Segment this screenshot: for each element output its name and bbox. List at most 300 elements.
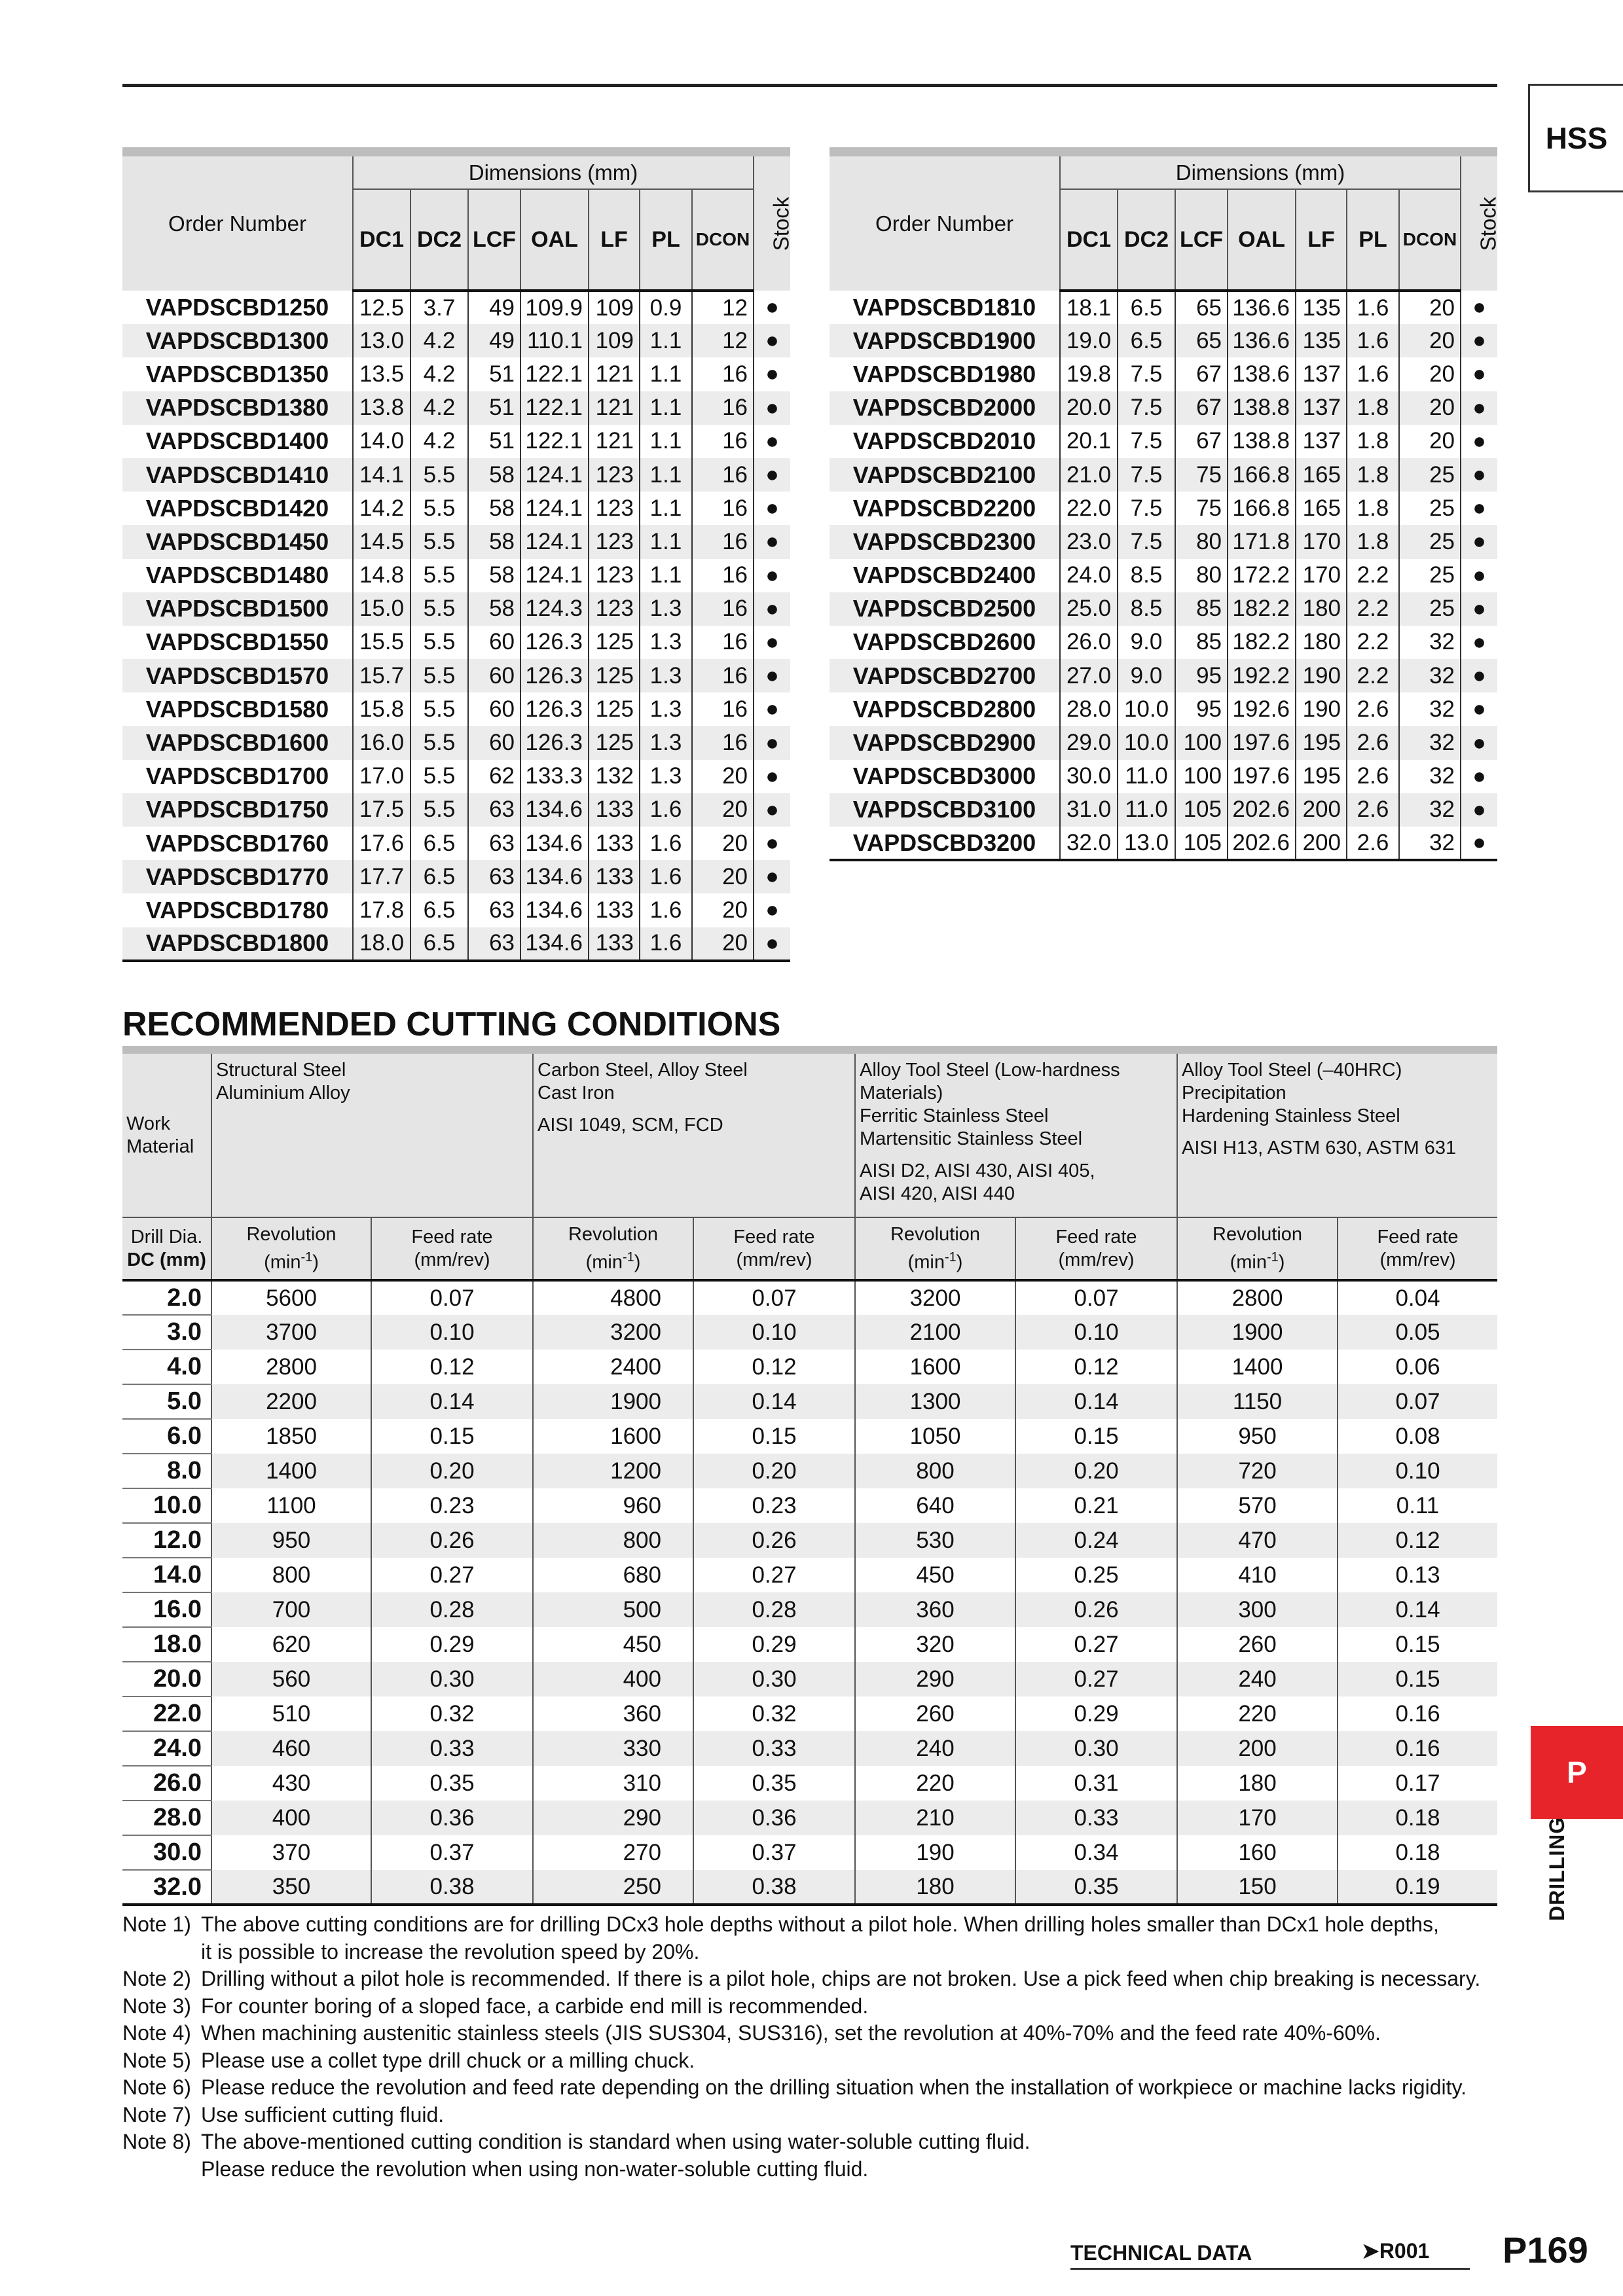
dim-cell: 180 <box>1296 626 1347 659</box>
dim-cell: 138.6 <box>1228 357 1296 391</box>
table-row <box>122 1488 1497 1523</box>
order-number-header: Order Number <box>122 152 353 291</box>
stock-indicator: ● <box>1461 726 1497 759</box>
dim-cell: 63 <box>468 927 520 961</box>
note-text: it is possible to increase the revolution speed by 20%. <box>201 1939 700 1964</box>
dim-cell: 7.5 <box>1118 458 1175 492</box>
dim-cell: 25 <box>1399 592 1461 626</box>
note-line <box>122 2074 1510 2102</box>
table-row <box>122 1315 1497 1350</box>
dim-cell: 121 <box>589 391 640 425</box>
stock-indicator: ● <box>1461 692 1497 726</box>
note-line <box>122 1993 1510 2020</box>
column-header-pl: PL <box>640 189 692 291</box>
dim-cell: 5.5 <box>410 592 468 626</box>
feed-rate-cell: 0.10 <box>1338 1454 1497 1488</box>
feed-rate-cell: 0.27 <box>693 1558 855 1592</box>
dim-cell: 133.3 <box>520 760 589 793</box>
drill-diameter-cell: 26.0 <box>122 1766 211 1801</box>
order-number-cell: VAPDSCBD1410 <box>122 458 353 492</box>
table-row <box>122 391 790 425</box>
dim-cell: 7.5 <box>1118 391 1175 425</box>
feed-rate-cell: 0.29 <box>1015 1696 1177 1731</box>
dim-cell: 2.6 <box>1347 692 1399 726</box>
table-row <box>830 525 1497 558</box>
stock-indicator: ● <box>1461 559 1497 592</box>
column-header-lcf: LCF <box>468 189 520 291</box>
revolution-cell: 370 <box>211 1835 371 1870</box>
dim-cell: 32 <box>1399 760 1461 793</box>
revolution-cell: 530 <box>855 1523 1015 1558</box>
stock-indicator: ● <box>754 860 790 893</box>
dim-cell: 13.0 <box>1118 827 1175 860</box>
revolution-cell: 680 <box>533 1558 693 1592</box>
stock-indicator: ● <box>1461 492 1497 525</box>
order-number-header: Order Number <box>830 152 1060 291</box>
revolution-cell: 240 <box>1177 1662 1338 1696</box>
note-label: Note 3) <box>122 1994 191 2018</box>
dim-cell: 126.3 <box>520 692 589 726</box>
feed-rate-cell: 0.20 <box>693 1454 855 1488</box>
stock-indicator: ● <box>754 626 790 659</box>
dim-cell: 1.8 <box>1347 425 1399 458</box>
section-title: RECOMMENDED CUTTING CONDITIONS <box>122 1005 781 1043</box>
dim-cell: 60 <box>468 692 520 726</box>
order-number-cell: VAPDSCBD3000 <box>852 762 1036 790</box>
revolution-header: Revolution $(\min^{-1})$ <box>211 1217 371 1280</box>
dim-cell: 2.6 <box>1347 760 1399 793</box>
table-row <box>122 1731 1497 1766</box>
dim-cell: 51 <box>468 391 520 425</box>
revolution-cell: 2100 <box>855 1315 1015 1350</box>
dim-cell: 1.6 <box>640 927 692 961</box>
dim-cell: 80 <box>1175 559 1228 592</box>
revolution-cell: 560 <box>211 1662 371 1696</box>
dim-cell: 5.5 <box>410 525 468 558</box>
revolution-cell: 290 <box>855 1662 1015 1696</box>
footer-reference-link[interactable]: ➤R001 <box>1362 2239 1430 2263</box>
feed-rate-cell: 0.11 <box>1338 1488 1497 1523</box>
order-number-cell: VAPDSCBD1780 <box>145 896 329 924</box>
column-header-oal: OAL <box>1228 189 1296 291</box>
revolution-cell: 190 <box>855 1835 1015 1870</box>
dim-cell: 23.0 <box>1060 525 1118 558</box>
dim-cell: 133 <box>589 893 640 927</box>
table-row <box>122 458 790 492</box>
dim-cell: 2.6 <box>1347 793 1399 827</box>
dim-cell: 1.1 <box>640 425 692 458</box>
feed-rate-cell: 0.16 <box>1338 1696 1497 1731</box>
revolution-cell: 410 <box>1177 1558 1338 1592</box>
note-line <box>122 2156 1510 2183</box>
stock-indicator: ● <box>754 659 790 692</box>
revolution-cell: 290 <box>533 1801 693 1835</box>
dim-cell: 138.8 <box>1228 391 1296 425</box>
feed-rate-cell: 0.14 <box>371 1384 533 1419</box>
dim-cell: 2.2 <box>1347 592 1399 626</box>
dim-cell: 14.5 <box>353 525 410 558</box>
dim-cell: 20 <box>692 827 754 860</box>
table-row <box>122 760 790 793</box>
dim-cell: 25.0 <box>1060 592 1118 626</box>
dim-cell: 166.8 <box>1228 492 1296 525</box>
revolution-cell: 200 <box>1177 1731 1338 1766</box>
revolution-cell: 1600 <box>533 1419 693 1454</box>
dim-cell: 134.6 <box>520 893 589 927</box>
stock-indicator: ● <box>754 492 790 525</box>
revolution-cell: 250 <box>533 1870 693 1905</box>
order-number-cell: VAPDSCBD1500 <box>122 592 353 626</box>
dim-cell: 137 <box>1296 425 1347 458</box>
table-row <box>122 726 790 759</box>
dim-cell: 20 <box>692 893 754 927</box>
order-number-cell: VAPDSCBD1760 <box>145 829 329 857</box>
stock-indicator: ● <box>1461 324 1497 357</box>
stock-indicator: ● <box>1461 760 1497 793</box>
revolution-cell: 1900 <box>1177 1315 1338 1350</box>
dim-cell: 134.6 <box>520 793 589 827</box>
feed-rate-cell: 0.20 <box>1015 1454 1177 1488</box>
dim-cell: 85 <box>1175 626 1228 659</box>
drill-diameter-cell: 18.0 <box>122 1627 211 1662</box>
dim-cell: 32 <box>1399 793 1461 827</box>
column-header-dcon: DCON <box>1399 189 1461 291</box>
table-row <box>122 291 790 324</box>
feed-rate-cell: 0.27 <box>1015 1627 1177 1662</box>
revolution-cell: 220 <box>1177 1696 1338 1731</box>
notes <box>122 1911 1510 2183</box>
table-row <box>830 659 1497 692</box>
feed-rate-header: Feed rate (mm/rev) <box>371 1217 533 1280</box>
dim-cell: 30.0 <box>1060 760 1118 793</box>
dim-cell: 1.3 <box>640 626 692 659</box>
dim-cell: 192.2 <box>1228 659 1296 692</box>
table-row <box>122 1384 1497 1419</box>
dim-cell: 17.5 <box>353 793 410 827</box>
stock-indicator: ● <box>1461 458 1497 492</box>
table-row <box>122 1419 1497 1454</box>
dim-cell: 25 <box>1399 559 1461 592</box>
revolution-cell: 1900 <box>533 1384 693 1419</box>
feed-rate-cell: 0.15 <box>1015 1419 1177 1454</box>
feed-rate-cell: 0.23 <box>371 1488 533 1523</box>
dim-cell: 124.1 <box>520 458 589 492</box>
dim-cell: 100 <box>1175 726 1228 759</box>
order-number-cell: VAPDSCBD2000 <box>830 391 1060 425</box>
stock-header: Stock <box>1461 152 1497 291</box>
table-row <box>830 357 1497 391</box>
note-text: When machining austenitic stainless steels (JIS SUS304, SUS316), set the revolution at 40%-70% and the feed rate 40%-60%. <box>201 2021 1381 2045</box>
work-material-1: Structural Steel Aluminium Alloy <box>211 1050 533 1217</box>
order-number-cell: VAPDSCBD1980 <box>852 360 1036 387</box>
note-label: Note 8) <box>122 2130 191 2153</box>
dim-cell: 1.6 <box>640 893 692 927</box>
feed-rate-header: Feed rate (mm/rev) <box>693 1217 855 1280</box>
dim-cell: 85 <box>1175 592 1228 626</box>
revolution-cell: 1150 <box>1177 1384 1338 1419</box>
table-row <box>122 1627 1497 1662</box>
revolution-cell: 360 <box>533 1696 693 1731</box>
table-row <box>830 559 1497 592</box>
feed-rate-cell: 0.14 <box>1015 1384 1177 1419</box>
dim-cell: 135 <box>1296 291 1347 324</box>
stock-indicator: ● <box>754 525 790 558</box>
dim-cell: 200 <box>1296 827 1347 860</box>
order-number-cell: VAPDSCBD2400 <box>852 562 1036 589</box>
revolution-cell: 150 <box>1177 1870 1338 1905</box>
order-number-cell: VAPDSCBD3100 <box>830 793 1060 827</box>
feed-rate-cell: 0.15 <box>693 1419 855 1454</box>
top-rule <box>122 84 1497 87</box>
column-header-dc1: DC1 <box>1060 189 1118 291</box>
table-row <box>122 1523 1497 1558</box>
note-label: Note 6) <box>122 2075 191 2099</box>
dim-cell: 122.1 <box>520 425 589 458</box>
drill-dia-header: Drill Dia. DC (mm) <box>122 1217 211 1280</box>
revolution-header: Revolution $(\min^{-1})$ <box>855 1217 1015 1280</box>
dim-cell: 20 <box>692 793 754 827</box>
dim-cell: 27.0 <box>1060 659 1118 692</box>
feed-rate-cell: 0.32 <box>371 1696 533 1731</box>
stock-indicator: ● <box>1461 626 1497 659</box>
order-number-cell: VAPDSCBD1400 <box>145 427 329 455</box>
drill-diameter-cell: 6.0 <box>122 1419 211 1454</box>
table-row <box>122 425 790 458</box>
feed-rate-cell: 0.04 <box>1338 1280 1497 1315</box>
dim-cell: 11.0 <box>1118 760 1175 793</box>
drill-diameter-cell: 30.0 <box>122 1835 211 1870</box>
work-material-header: Work Material <box>122 1050 211 1217</box>
dim-cell: 20 <box>692 927 754 961</box>
dim-cell: 18.0 <box>353 927 410 961</box>
dim-cell: 75 <box>1175 492 1228 525</box>
table-row <box>122 1696 1497 1731</box>
dim-cell: 25 <box>1399 458 1461 492</box>
feed-rate-cell: 0.37 <box>693 1835 855 1870</box>
note-label: Note 7) <box>122 2102 191 2126</box>
table-row <box>122 659 790 692</box>
dim-cell: 1.6 <box>1347 291 1399 324</box>
revolution-cell: 210 <box>855 1801 1015 1835</box>
stock-indicator: ● <box>754 291 790 324</box>
dim-cell: 67 <box>1175 357 1228 391</box>
revolution-cell: 1400 <box>211 1454 371 1488</box>
stock-indicator: ● <box>754 357 790 391</box>
dim-cell: 4.2 <box>410 425 468 458</box>
left-table-body <box>122 291 790 961</box>
dim-cell: 124.1 <box>520 492 589 525</box>
dim-cell: 51 <box>468 425 520 458</box>
feed-rate-cell: 0.17 <box>1338 1766 1497 1801</box>
revolution-cell: 1400 <box>1177 1350 1338 1384</box>
stock-indicator: ● <box>1461 391 1497 425</box>
stock-indicator: ● <box>754 893 790 927</box>
stock-indicator: ● <box>754 324 790 357</box>
dim-cell: 14.8 <box>353 559 410 592</box>
stock-indicator: ● <box>754 760 790 793</box>
feed-rate-cell: 0.30 <box>693 1662 855 1696</box>
dimensions-header: Dimensions (mm) <box>353 152 754 189</box>
dim-cell: 15.8 <box>353 692 410 726</box>
note-line <box>122 1939 1510 1966</box>
note-text: Use sufficient cutting fluid. <box>201 2102 445 2126</box>
feed-rate-cell: 0.38 <box>693 1870 855 1905</box>
table-row <box>830 291 1497 324</box>
dim-cell: 121 <box>589 357 640 391</box>
revolution-cell: 1300 <box>855 1384 1015 1419</box>
dim-cell: 17.0 <box>353 760 410 793</box>
table-row <box>122 592 790 626</box>
dim-cell: 1.8 <box>1347 492 1399 525</box>
dim-cell: 58 <box>468 592 520 626</box>
dim-cell: 1.8 <box>1347 525 1399 558</box>
dim-cell: 16 <box>692 425 754 458</box>
feed-rate-cell: 0.33 <box>1015 1801 1177 1835</box>
dim-cell: 1.6 <box>640 793 692 827</box>
drill-diameter-cell: 20.0 <box>122 1662 211 1696</box>
table-row <box>122 1454 1497 1488</box>
dim-cell: 75 <box>1175 458 1228 492</box>
dim-cell: 63 <box>468 827 520 860</box>
dim-cell: 3.7 <box>410 291 468 324</box>
dim-cell: 20 <box>1399 425 1461 458</box>
order-number-cell: VAPDSCBD2500 <box>830 592 1060 626</box>
revolution-cell: 800 <box>211 1558 371 1592</box>
dim-cell: 1.8 <box>1347 458 1399 492</box>
feed-rate-cell: 0.24 <box>1015 1523 1177 1558</box>
dim-cell: 60 <box>468 659 520 692</box>
dim-cell: 5.5 <box>410 458 468 492</box>
dim-cell: 190 <box>1296 692 1347 726</box>
dim-cell: 14.0 <box>353 425 410 458</box>
dim-cell: 138.8 <box>1228 425 1296 458</box>
table-row <box>122 525 790 558</box>
feed-rate-cell: 0.34 <box>1015 1835 1177 1870</box>
note-label <box>122 2156 201 2183</box>
dim-cell: 49 <box>468 291 520 324</box>
dim-cell: 135 <box>1296 324 1347 357</box>
stock-indicator: ● <box>1461 291 1497 324</box>
feed-rate-cell: 0.26 <box>1015 1592 1177 1627</box>
feed-rate-cell: 0.28 <box>371 1592 533 1627</box>
dim-cell: 124.3 <box>520 592 589 626</box>
note-text: The above cutting conditions are for drilling DCx3 hole depths without a pilot hole. When drilling holes smaller than DCx1 hole depths, <box>201 1912 1439 1936</box>
feed-rate-cell: 0.13 <box>1338 1558 1497 1592</box>
revolution-cell: 1600 <box>855 1350 1015 1384</box>
dim-cell: 100 <box>1175 760 1228 793</box>
dim-cell: 170 <box>1296 525 1347 558</box>
dim-cell: 65 <box>1175 291 1228 324</box>
dim-cell: 134.6 <box>520 927 589 961</box>
dim-cell: 190 <box>1296 659 1347 692</box>
note-line <box>122 2128 1510 2156</box>
dim-cell: 8.5 <box>1118 559 1175 592</box>
feed-rate-cell: 0.36 <box>371 1801 533 1835</box>
note-label: Note 4) <box>122 2021 191 2045</box>
dim-cell: 6.5 <box>410 827 468 860</box>
order-number-cell: VAPDSCBD2700 <box>830 659 1060 692</box>
dim-cell: 165 <box>1296 458 1347 492</box>
revolution-cell: 3700 <box>211 1315 371 1350</box>
feed-rate-cell: 0.12 <box>693 1350 855 1384</box>
dim-cell: 126.3 <box>520 626 589 659</box>
dim-cell: 5.5 <box>410 559 468 592</box>
dim-cell: 17.7 <box>353 860 410 893</box>
feed-rate-cell: 0.10 <box>371 1315 533 1350</box>
note-text: Please reduce the revolution when using non-water-soluble cutting fluid. <box>201 2157 869 2181</box>
dim-cell: 126.3 <box>520 659 589 692</box>
dim-cell: 125 <box>589 726 640 759</box>
revolution-cell: 180 <box>1177 1766 1338 1801</box>
dim-cell: 20 <box>692 760 754 793</box>
drill-diameter-cell: 5.0 <box>122 1384 211 1419</box>
stock-indicator: ● <box>1461 659 1497 692</box>
revolution-cell: 1100 <box>211 1488 371 1523</box>
revolution-header: Revolution $(\min^{-1})$ <box>1177 1217 1338 1280</box>
dim-cell: 60 <box>468 726 520 759</box>
revolution-cell: 1050 <box>855 1419 1015 1454</box>
dim-cell: 19.8 <box>1060 357 1118 391</box>
dim-cell: 123 <box>589 525 640 558</box>
feed-rate-cell: 0.07 <box>1338 1384 1497 1419</box>
table-row <box>122 1280 1497 1315</box>
revolution-cell: 620 <box>211 1627 371 1662</box>
dim-cell: 2.2 <box>1347 559 1399 592</box>
note-line <box>122 2102 1510 2129</box>
feed-rate-cell: 0.20 <box>371 1454 533 1488</box>
table-row <box>830 425 1497 458</box>
drill-diameter-cell: 28.0 <box>122 1801 211 1835</box>
dim-cell: 125 <box>589 626 640 659</box>
feed-rate-cell: 0.12 <box>1338 1523 1497 1558</box>
feed-rate-cell: 0.35 <box>693 1766 855 1801</box>
revolution-cell: 310 <box>533 1766 693 1801</box>
table-row <box>122 927 790 961</box>
dim-cell: 21.0 <box>1060 458 1118 492</box>
column-header-oal: OAL <box>520 189 589 291</box>
dim-cell: 26.0 <box>1060 626 1118 659</box>
feed-rate-cell: 0.27 <box>1015 1662 1177 1696</box>
dim-cell: 195 <box>1296 726 1347 759</box>
feed-rate-cell: 0.21 <box>1015 1488 1177 1523</box>
revolution-cell: 960 <box>533 1488 693 1523</box>
revolution-cell: 4800 <box>533 1280 693 1315</box>
table-row <box>830 793 1497 827</box>
dim-cell: 32 <box>1399 659 1461 692</box>
dim-cell: 5.5 <box>410 492 468 525</box>
table-row <box>830 458 1497 492</box>
order-number-cell: VAPDSCBD1700 <box>145 762 329 790</box>
stock-indicator: ● <box>1461 425 1497 458</box>
dim-cell: 58 <box>468 559 520 592</box>
drill-diameter-cell: 24.0 <box>122 1731 211 1766</box>
feed-rate-cell: 0.29 <box>693 1627 855 1662</box>
dim-cell: 13.0 <box>353 324 410 357</box>
order-number-cell: VAPDSCBD2800 <box>852 695 1036 723</box>
dim-cell: 95 <box>1175 659 1228 692</box>
column-header-dc2: DC2 <box>410 189 468 291</box>
revolution-cell: 160 <box>1177 1835 1338 1870</box>
dim-cell: 6.5 <box>410 927 468 961</box>
feed-rate-cell: 0.12 <box>371 1350 533 1384</box>
drill-diameter-cell: 3.0 <box>122 1315 211 1350</box>
revolution-cell: 320 <box>855 1627 1015 1662</box>
dim-cell: 123 <box>589 592 640 626</box>
dim-cell: 2.6 <box>1347 827 1399 860</box>
dim-cell: 1.3 <box>640 726 692 759</box>
order-number-cell: VAPDSCBD1750 <box>122 793 353 827</box>
order-number-cell: VAPDSCBD2010 <box>852 427 1036 455</box>
